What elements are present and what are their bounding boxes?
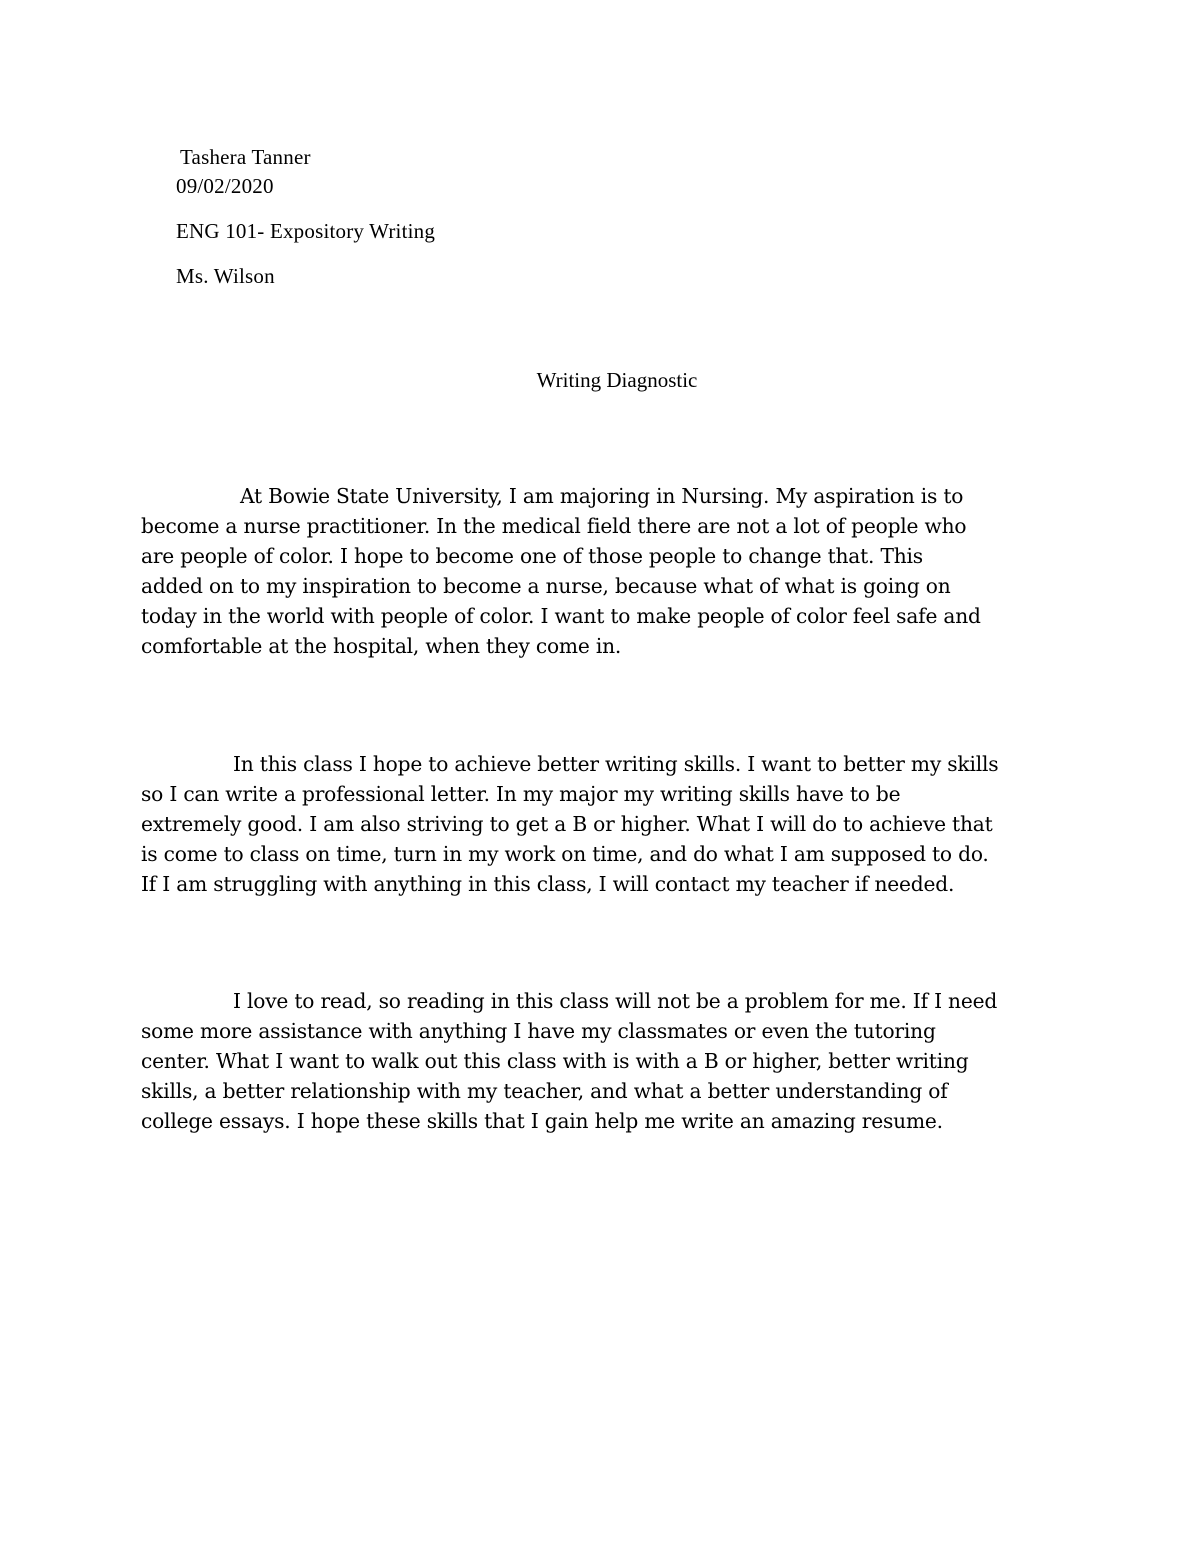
course-name: ENG 101- Expository Writing (176, 219, 436, 243)
paragraph-line: skills, a better relationship with my teacher, and what a better understanding of (141, 1079, 948, 1103)
paragraph-line: At Bowie State University, I am majoring in Nursing. My aspiration is to (240, 484, 964, 508)
paragraph-line: college essays. I hope these skills that I gain help me write an amazing resume. (141, 1109, 943, 1133)
paragraph-line: center. What I want to walk out this class with is with a B or higher, better writing (141, 1049, 969, 1073)
paragraph-line: today in the world with people of color. I want to make people of color feel safe and (141, 604, 981, 628)
paragraph-line: added on to my inspiration to become a nurse, because what of what is going on (141, 574, 951, 598)
paragraph-line: In this class I hope to achieve better writing skills. I want to better my skills (233, 752, 999, 776)
paragraph-line: I love to read, so reading in this class will not be a problem for me. If I need (233, 989, 998, 1013)
paragraph-line: comfortable at the hospital, when they come in. (141, 634, 622, 658)
document-title: Writing Diagnostic (536, 368, 698, 392)
paragraph-line: become a nurse practitioner. In the medical field there are not a lot of people who (141, 514, 967, 538)
paragraph-line: so I can write a professional letter. In my major my writing skills have to be (141, 782, 901, 806)
date: 09/02/2020 (176, 174, 274, 198)
paragraph-line: is come to class on time, turn in my work on time, and do what I am supposed to do. (141, 842, 989, 866)
paragraph-line: are people of color. I hope to become one of those people to change that. This (141, 544, 923, 568)
paragraph-line: extremely good. I am also striving to get a B or higher. What I will do to achieve that (141, 812, 993, 836)
paragraph-line: some more assistance with anything I have my classmates or even the tutoring (141, 1019, 936, 1043)
paragraph-line: If I am struggling with anything in this class, I will contact my teacher if needed. (141, 872, 955, 896)
student-name: Tashera Tanner (180, 145, 311, 169)
instructor-name: Ms. Wilson (176, 264, 275, 288)
